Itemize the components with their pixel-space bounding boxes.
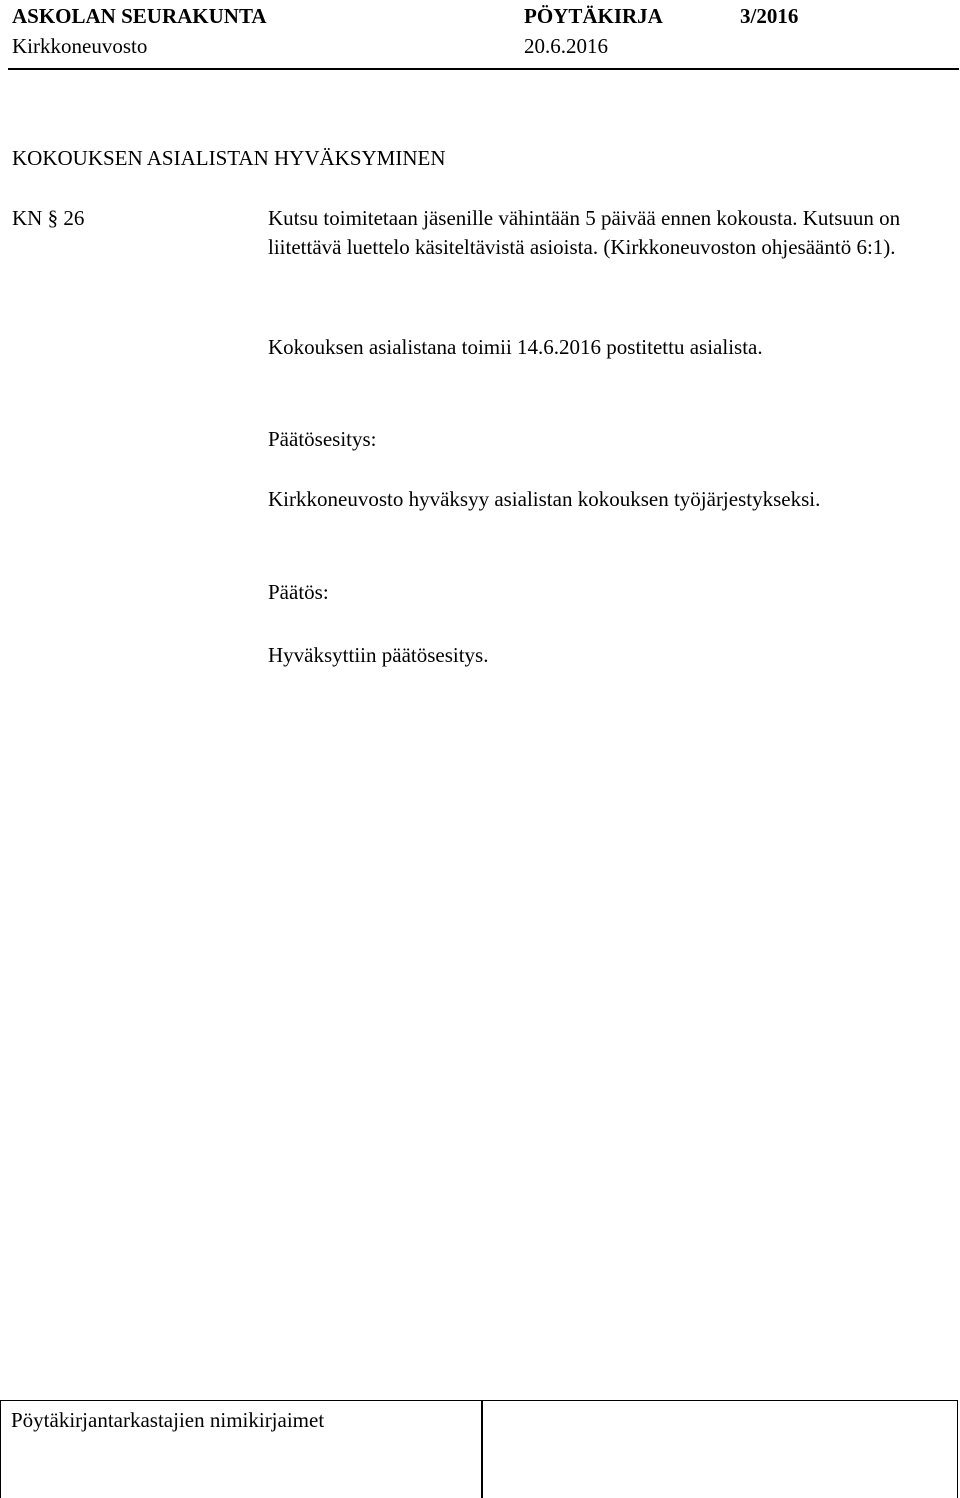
proposal-label: Päätösesitys: [268, 427, 377, 451]
organization-name: ASKOLAN SEURAKUNTA [12, 4, 267, 28]
paragraph-reference: KN § 26 [12, 206, 85, 230]
document-number: 3/2016 [740, 4, 799, 28]
proposal-text: Kirkkoneuvosto hyväksyy asialistan kokouksen työjärjestykseksi. [268, 487, 821, 511]
initials-box [0, 1400, 958, 1498]
header-rule [8, 68, 959, 70]
initials-label: Pöytäkirjantarkastajien nimikirjaimet [11, 1408, 325, 1432]
section-title: KOKOUKSEN ASIALISTAN HYVÄKSYMINEN [12, 146, 446, 170]
invitation-paragraph: Kutsu toimitetaan jäsenille vähintään 5 päivää ennen kokousta. Kutsuun on liitettävä luettelo käsiteltävistä asioista. (Kirkkoneuvoston ohjesääntö 6:1). [268, 206, 901, 259]
agenda-paragraph: Kokouksen asialistana toimii 14.6.2016 postitettu asialista. [268, 335, 763, 359]
decision-text: Hyväksyttiin päätösesitys. [268, 643, 489, 667]
initials-divider [481, 1401, 483, 1498]
document-type: PÖYTÄKIRJA [524, 4, 663, 28]
decision-label: Päätös: [268, 580, 329, 604]
meeting-date: 20.6.2016 [524, 34, 608, 58]
meeting-body: Kirkkoneuvosto [12, 34, 148, 58]
